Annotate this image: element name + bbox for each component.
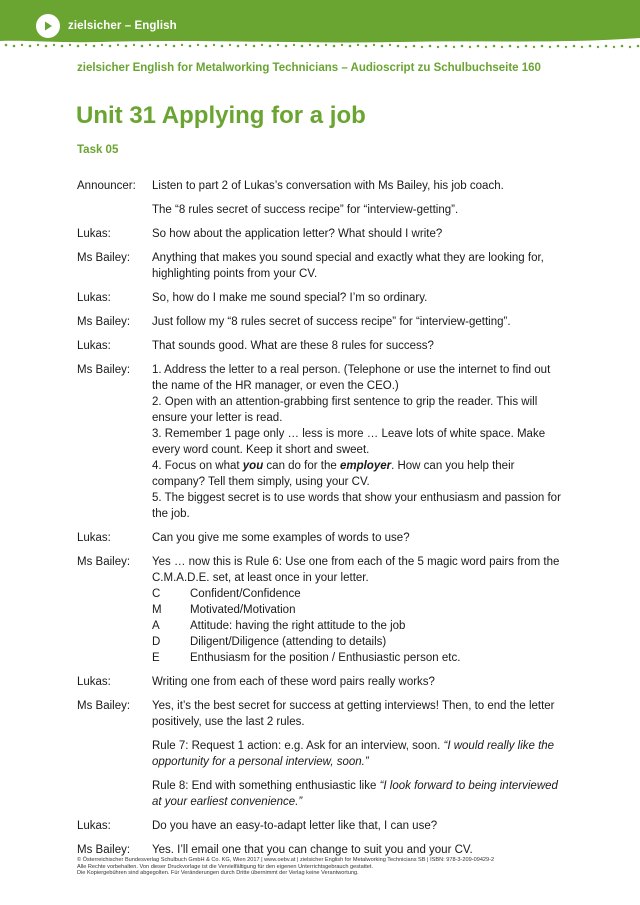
cmade-item: [152, 634, 567, 650]
dialogue-row: [77, 314, 567, 330]
dialogue-row: [77, 226, 567, 242]
speaker-label: Lukas:: [77, 340, 111, 352]
dialogue-text: Yes … now this is Rule 6: Use one from each of the 5 magic word pairs from the C.M.A.D.E. set, at least once in your letter.: [152, 556, 560, 584]
dialogue-text: Anything that makes you sound special and exactly what they are looking for, highlighting points from your CV.: [152, 252, 544, 280]
speaker-label: Ms Bailey:: [77, 844, 131, 856]
dialogue-text: Writing one from each of these word pairs really works?: [152, 676, 435, 688]
rule-7-quote: “I would really like the opportunity for a personal interview, soon.”: [152, 740, 555, 768]
rule-2: 2. Open with an attention-grabbing first sentence to grip the reader. This will ensure your letter is read.: [152, 396, 538, 424]
dialogue-row: [77, 178, 567, 194]
dialogue-row: [77, 554, 567, 666]
rule-7: Rule 7: Request 1 action: e.g. Ask for an interview, soon. “I would really like the opportunity for a personal interview, soon.”: [152, 740, 555, 768]
footer-line: © Österreichischer Bundesverlag Schulbuch GmbH & Co. KG, Wien 2017 | www.oebv.at | zielsicher English for Metalworking Technicians SB | ISBN: 978-3-209-09429-2: [77, 857, 495, 863]
cmade-item: [152, 586, 567, 602]
dialogue-text: Yes, it’s the best secret for success at getting interviews! Then, to end the letter positively, use the last 2 rules.: [152, 700, 555, 728]
dialogue-text: The “8 rules secret of success recipe” for “interview-getting”.: [152, 204, 459, 216]
page-title: Unit 31 Applying for a job: [76, 102, 366, 129]
speaker-label: [77, 202, 152, 218]
page-subtitle: zielsicher English for Metalworking Technicians – Audioscript zu Schulbuchseite 160: [77, 62, 541, 74]
dialogue-text: Yes. I’ll email one that you can change to suit you and your CV.: [152, 844, 473, 856]
dialogue-row: [77, 338, 567, 354]
rule-1: 1. Address the letter to a real person. (Telephone or use the internet to find out the name of the HR manager, or even the CEO.): [152, 364, 551, 392]
dialogue-row: [77, 202, 567, 218]
cmade-item: [152, 602, 567, 618]
speaker-label: Ms Bailey:: [77, 556, 131, 568]
play-circle-icon: [36, 14, 60, 38]
cmade-letter: E: [152, 652, 160, 664]
dialogue-text: Can you give me some examples of words to use?: [152, 532, 410, 544]
dialogue-row: [77, 290, 567, 306]
speaker-label: Ms Bailey:: [77, 364, 131, 376]
brand-name: zielsicher – English: [68, 20, 177, 32]
cmade-letter: M: [152, 604, 162, 616]
dialogue-text: So, how do I make me sound special? I’m so ordinary.: [152, 292, 428, 304]
cmade-item: [152, 650, 567, 666]
rules-list: [152, 362, 567, 522]
cmade-letter: C: [152, 588, 161, 600]
speaker-label: Ms Bailey:: [77, 316, 131, 328]
cmade-letter: D: [152, 636, 161, 648]
cmade-letter: A: [152, 620, 160, 632]
dialogue-text: Just follow my “8 rules secret of success recipe” for “interview-getting”.: [152, 316, 511, 328]
rule-8-quote: “I look forward to being interviewed at your earliest convenience.”: [152, 780, 558, 808]
speaker-label: Lukas:: [77, 820, 111, 832]
dialogue-text: So how about the application letter? What should I write?: [152, 228, 443, 240]
speaker-label: Ms Bailey:: [77, 700, 131, 712]
dialogue-text: Do you have an easy-to-adapt letter like that, I can use?: [152, 820, 438, 832]
audioscript: [77, 178, 567, 866]
cmade-item: [152, 618, 567, 634]
cmade-word: Attitude: having the right attitude to the job: [190, 620, 406, 632]
dialogue-text: That sounds good. What are these 8 rules for success?: [152, 340, 434, 352]
dialogue-row: [77, 362, 567, 522]
cmade-word: Confident/Confidence: [190, 588, 301, 600]
speaker-label: Lukas:: [77, 676, 111, 688]
footer-line: Die Kopiergebühren sind abgegolten. Für Veränderungen durch Dritte übernimmt der Verlag keine Verantwortung.: [77, 870, 359, 877]
rule-3: 3. Remember 1 page only … less is more … Leave lots of white space. Make every word count. Keep it short and sweet.: [152, 428, 546, 456]
copyright-footer: [77, 857, 577, 877]
dialogue-row: [77, 674, 567, 690]
dialogue-row: [77, 530, 567, 546]
speaker-label: Lukas:: [77, 532, 111, 544]
emphasis-employer: employer: [339, 460, 392, 472]
dialogue-row: [77, 250, 567, 282]
cmade-word: Enthusiasm for the position / Enthusiastic person etc.: [190, 652, 461, 664]
speaker-label: Ms Bailey:: [77, 252, 131, 264]
cmade-word: Motivated/Motivation: [190, 604, 296, 616]
speaker-label: Lukas:: [77, 228, 111, 240]
speaker-label: Lukas:: [77, 292, 111, 304]
footer-line: Alle Rechte vorbehalten. Von dieser Druckvorlage ist die Vervielfältigung für den eigenen Unterrichtsgebrauch gestattet.: [77, 863, 374, 870]
brand-logo: [36, 14, 177, 38]
cmade-word: Diligent/Diligence (attending to details): [190, 636, 387, 648]
rule-8: Rule 8: End with something enthusiastic like “I look forward to being interviewed at your earliest convenience.”: [152, 780, 558, 808]
speaker-label: Announcer:: [77, 180, 136, 192]
task-label: Task 05: [77, 144, 119, 156]
dialogue-row: [77, 842, 567, 858]
header-dots: [5, 44, 640, 49]
emphasis-you: you: [242, 460, 264, 472]
dialogue-row: [77, 818, 567, 834]
header-band: [0, 0, 640, 50]
rule-5: 5. The biggest secret is to use words that show your enthusiasm and passion for the job.: [152, 492, 561, 520]
dialogue-text: Listen to part 2 of Lukas’s conversation with Ms Bailey, his job coach.: [152, 180, 504, 192]
dialogue-row: [77, 698, 567, 810]
rule-4: 4. Focus on what you can do for the employer. How can you help their company? Tell them simply, using your CV.: [152, 460, 515, 488]
